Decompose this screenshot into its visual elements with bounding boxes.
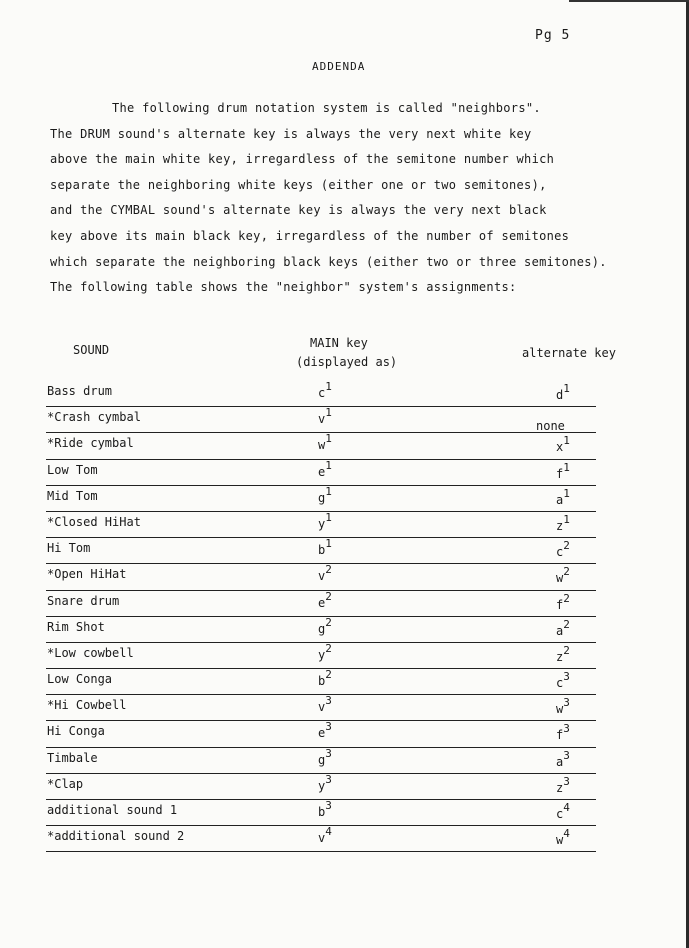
main-key-octave: 3 [325, 720, 332, 734]
paragraph-line: separate the neighboring white keys (either one or two semitones), [50, 177, 547, 192]
main-key-octave: 3 [325, 772, 332, 786]
table-row [36, 695, 596, 721]
sound-name: *additional sound 2 [47, 829, 185, 844]
main-key-letter: g [318, 490, 326, 505]
table-row [36, 643, 596, 669]
alternate-key [556, 696, 570, 717]
alternate-key [556, 460, 570, 481]
main-key [318, 380, 332, 400]
main-key-octave: 1 [325, 380, 332, 393]
table-row [36, 591, 596, 617]
main-key [318, 510, 332, 531]
main-key [318, 799, 332, 819]
table-row [36, 774, 596, 800]
main-key-letter: e [318, 595, 326, 610]
main-key-letter: b [318, 805, 326, 819]
alternate-key [556, 512, 570, 533]
main-key-letter: w [318, 438, 326, 453]
alternate-key [556, 748, 570, 769]
main-key-letter: b [318, 674, 326, 689]
page-number: Pg 5 [535, 28, 571, 43]
alternate-key-octave: 2 [563, 565, 570, 579]
main-key-letter: v [318, 412, 326, 427]
sound-name: Hi Tom [47, 541, 91, 556]
sound-name: *Hi Cowbell [47, 698, 127, 713]
alternate-key [536, 419, 565, 433]
alternate-key [556, 801, 570, 821]
table-row [36, 538, 596, 564]
alternate-key-letter: z [556, 649, 564, 664]
alternate-key-letter: f [556, 597, 564, 612]
table-row [36, 826, 596, 852]
alternate-key-octave: 1 [563, 434, 570, 448]
main-key-octave: 1 [325, 406, 332, 420]
main-key-letter: v [318, 700, 326, 715]
alternate-key-octave: 2 [563, 539, 570, 553]
alternate-key-octave: 1 [563, 512, 570, 526]
sound-name: *Crash cymbal [47, 410, 141, 425]
main-key-octave: 1 [325, 432, 332, 446]
table-row [36, 617, 596, 643]
table-row [36, 407, 596, 433]
main-key-octave: 2 [325, 641, 332, 655]
alternate-key [556, 670, 570, 691]
alternate-key-letter: none [536, 419, 565, 434]
main-key [318, 458, 332, 479]
table-row [36, 748, 596, 774]
table-row [36, 512, 596, 538]
alternate-key-octave: 2 [563, 617, 570, 631]
table-row [36, 486, 596, 512]
main-key-letter: y [318, 516, 326, 531]
table-row [36, 381, 596, 407]
main-key [318, 615, 332, 636]
main-key [318, 484, 332, 505]
alternate-key-letter: c [556, 807, 564, 821]
alternate-key-letter: w [556, 571, 564, 586]
alternate-key-letter: d [556, 388, 564, 402]
alternate-key-octave: 3 [563, 670, 570, 684]
main-key-letter: y [318, 647, 326, 662]
main-key-letter: v [318, 569, 326, 584]
alternate-key-letter: z [556, 780, 564, 795]
paragraph-line: key above its main black key, irregardless of the number of semitones [50, 228, 570, 243]
alternate-key-letter: f [556, 728, 564, 743]
main-key [318, 720, 332, 741]
table-row [36, 721, 596, 747]
main-key-octave: 2 [325, 563, 332, 577]
table-row [36, 460, 596, 486]
sound-name: Snare drum [47, 593, 120, 608]
main-key [318, 694, 332, 715]
alternate-key-octave: 4 [563, 827, 570, 841]
paragraph-line: The DRUM sound's alternate key is always the very next white key [50, 126, 532, 141]
sound-name: additional sound 1 [47, 803, 178, 817]
paragraph-line: The following table shows the "neighbor" system's assignments: [50, 280, 517, 295]
alternate-key-letter: a [556, 623, 564, 638]
main-key [318, 537, 332, 558]
table-row [36, 800, 596, 826]
main-key-letter: e [318, 726, 326, 741]
main-key-octave: 1 [325, 510, 332, 524]
alternate-key-octave: 3 [563, 748, 570, 762]
header-sound: SOUND [73, 343, 110, 357]
alternate-key-octave: 3 [563, 774, 570, 788]
page-edge-top [569, 0, 689, 2]
paragraph-line: above the main white key, irregardless of the semitone number which [50, 152, 555, 167]
sound-name: Low Tom [47, 462, 98, 477]
paragraph-line: which separate the neighboring black keys (either two or three semitones). [50, 254, 607, 269]
sound-name: Timbale [47, 750, 98, 765]
main-key-letter: g [318, 752, 326, 767]
alternate-key-letter: z [556, 518, 564, 533]
sound-name: Low Conga [47, 672, 113, 687]
alternate-key [556, 539, 570, 560]
alternate-key [556, 434, 570, 455]
alternate-key [556, 565, 570, 586]
main-key-octave: 2 [325, 589, 332, 603]
main-key-letter: e [318, 464, 326, 479]
main-key [318, 589, 332, 610]
paragraph-line: and the CYMBAL sound's alternate key is always the very next black [50, 203, 547, 218]
main-key [318, 406, 332, 427]
header-main-key-line1: MAIN key [310, 336, 368, 350]
paragraph-line: The following drum notation system is called "neighbors". [112, 101, 541, 115]
alternate-key-octave: 3 [563, 696, 570, 710]
sound-name: *Ride cymbal [47, 436, 134, 451]
main-key-octave: 1 [325, 484, 332, 498]
main-key [318, 641, 332, 662]
alternate-key [556, 643, 570, 664]
table-row [36, 564, 596, 590]
main-key-letter: v [318, 831, 326, 846]
main-key-octave: 3 [325, 799, 332, 812]
alternate-key-letter: f [556, 466, 564, 481]
neighbors-table [36, 381, 596, 852]
main-key-letter: g [318, 621, 326, 636]
main-key-octave: 1 [325, 537, 332, 551]
alternate-key-letter: a [556, 754, 564, 769]
main-key [318, 772, 332, 793]
alternate-key-octave: 2 [563, 591, 570, 605]
sound-name: Rim Shot [47, 619, 105, 634]
alternate-key-letter: c [556, 676, 564, 691]
sound-name: *Closed HiHat [47, 514, 141, 529]
sound-name: Bass drum [47, 384, 113, 398]
alternate-key-letter: a [556, 492, 564, 507]
alternate-key-octave: 3 [563, 722, 570, 736]
alternate-key-letter: x [556, 440, 564, 455]
table-row [36, 669, 596, 695]
sound-name: *Low cowbell [47, 645, 134, 660]
main-key-octave: 4 [325, 825, 332, 839]
alternate-key-octave: 4 [563, 801, 570, 814]
header-main-key [296, 334, 397, 372]
alternate-key-octave: 2 [563, 643, 570, 657]
alternate-key-octave: 1 [563, 460, 570, 474]
alternate-key [556, 617, 570, 638]
sound-name: *Open HiHat [47, 567, 127, 582]
main-key-octave: 3 [325, 694, 332, 708]
header-alternate-key: alternate key [522, 346, 616, 360]
main-key [318, 746, 332, 767]
alternate-key-letter: w [556, 702, 564, 717]
main-key [318, 825, 332, 846]
main-key [318, 432, 332, 453]
main-key [318, 563, 332, 584]
alternate-key-letter: w [556, 833, 564, 848]
main-key-octave: 3 [325, 746, 332, 760]
page-heading: ADDENDA [312, 60, 366, 73]
alternate-key-octave: 1 [563, 382, 570, 395]
main-key-octave: 1 [325, 458, 332, 472]
alternate-key [556, 827, 570, 848]
main-key-letter: c [318, 386, 326, 400]
alternate-key [556, 722, 570, 743]
header-main-key-line2: (displayed as) [296, 355, 398, 369]
table-row [36, 433, 596, 459]
main-key [318, 668, 332, 689]
alternate-key [556, 486, 570, 507]
main-key-letter: y [318, 778, 326, 793]
main-key-octave: 2 [325, 668, 332, 682]
sound-name: Hi Conga [47, 724, 105, 739]
intro-paragraph [50, 96, 660, 301]
alternate-key-letter: c [556, 545, 564, 560]
alternate-key [556, 774, 570, 795]
sound-name: Mid Tom [47, 488, 98, 503]
alternate-key [556, 591, 570, 612]
main-key-letter: b [318, 543, 326, 558]
sound-name: *Clap [47, 776, 84, 791]
main-key-octave: 2 [325, 615, 332, 629]
alternate-key [556, 382, 570, 402]
alternate-key-octave: 1 [563, 486, 570, 500]
